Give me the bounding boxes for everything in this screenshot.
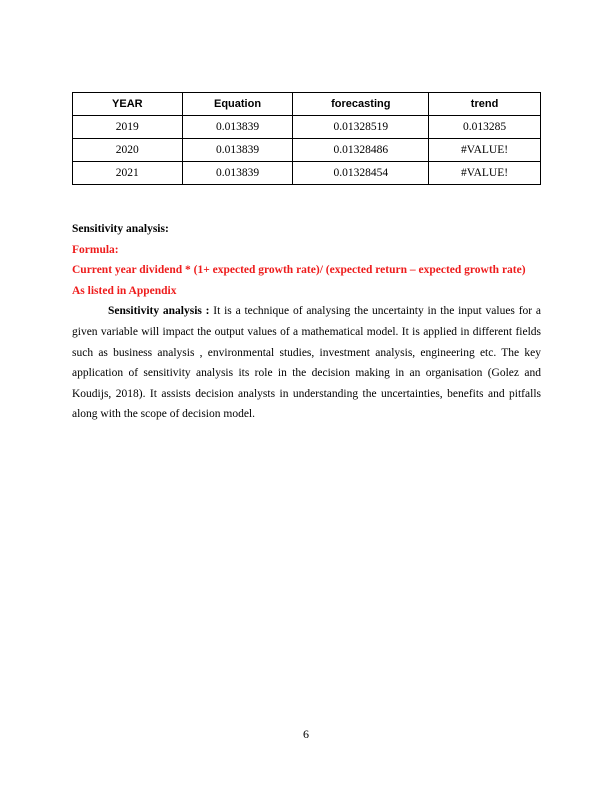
- section-heading: Sensitivity analysis:: [72, 223, 169, 235]
- cell-equation: 0.013839: [182, 139, 293, 162]
- cell-year: 2020: [73, 139, 183, 162]
- page-number: 6: [303, 727, 309, 741]
- body-paragraph: [72, 301, 541, 425]
- table-header-row: [73, 93, 541, 116]
- header-trend: trend: [429, 93, 541, 116]
- paragraph-body: It is a technique of analysing the uncertainty in the input values for a given variable will impact the output values of a mathematical model. It is applied in different fields such as business analysis , environmental studies, investment analysis, engineering etc. The key application of sensitivity analysis its role in the decision making in an organisation (Golez and Koudijs, 2018). It assists decision analysts in understanding the uncertainties, benefits and pitfalls along with the scope of decision model.: [72, 305, 541, 421]
- header-equation: Equation: [182, 93, 293, 116]
- paragraph-lead: Sensitivity analysis :: [108, 305, 210, 318]
- cell-year: 2021: [73, 162, 183, 185]
- cell-trend: #VALUE!: [429, 139, 541, 162]
- table-row: [73, 116, 541, 139]
- cell-trend: #VALUE!: [429, 162, 541, 185]
- formula-text: Current year dividend * (1+ expected growth rate)/ (expected return – expected growth rate): [72, 264, 526, 277]
- header-year: YEAR: [73, 93, 183, 116]
- cell-equation: 0.013839: [182, 162, 293, 185]
- cell-forecasting: 0.01328486: [293, 139, 429, 162]
- sensitivity-section: [72, 219, 541, 425]
- cell-trend: 0.013285: [429, 116, 541, 139]
- appendix-note: As listed in Appendix: [72, 284, 177, 297]
- cell-equation: 0.013839: [182, 116, 293, 139]
- forecast-table: [72, 92, 541, 185]
- cell-year: 2019: [73, 116, 183, 139]
- formula-label: Formula:: [72, 243, 119, 256]
- table-row: [73, 162, 541, 185]
- cell-forecasting: 0.01328454: [293, 162, 429, 185]
- cell-forecasting: 0.01328519: [293, 116, 429, 139]
- table-row: [73, 139, 541, 162]
- header-forecasting: forecasting: [293, 93, 429, 116]
